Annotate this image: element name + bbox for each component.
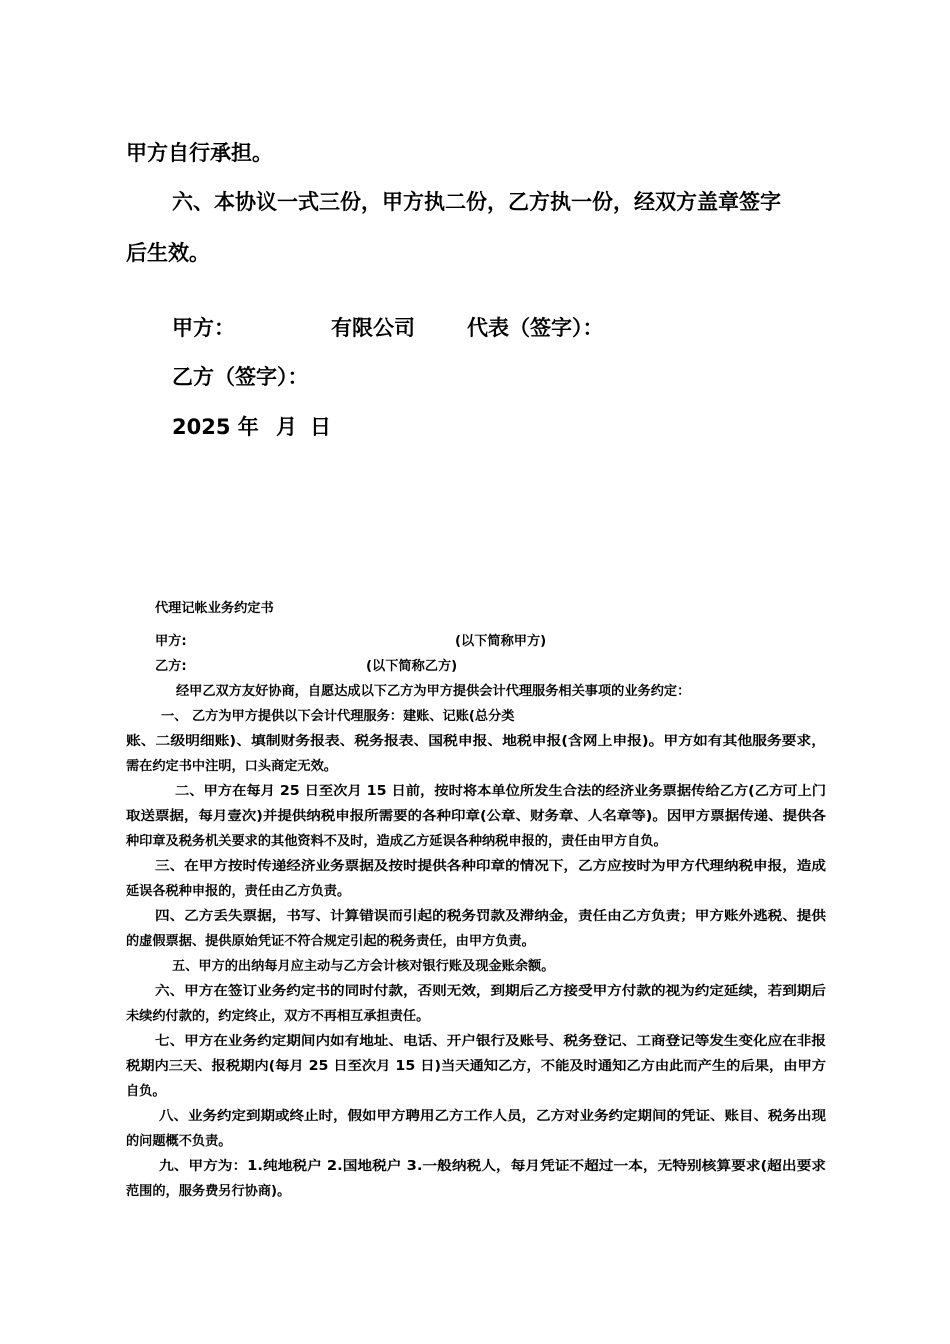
clause-8-line (159, 1105, 826, 1124)
text: 未续约付款的，约定终止，双方不再相互承担责任。 (126, 1009, 430, 1024)
date-day (310, 411, 331, 441)
text: 延误各税种申报的，责任由乙方负责。 (126, 884, 351, 899)
clause-1-line (161, 705, 515, 724)
clause-2-line (126, 805, 827, 824)
text-line (126, 237, 210, 267)
text: 乙方（签字）： (172, 365, 309, 389)
text: 甲方自行承担。 (126, 141, 273, 165)
party-b-label (155, 655, 187, 674)
text: 经甲乙双方友好协商，自愿达成以下乙方为甲方提供会计代理服务相关事项的业务约定： (176, 684, 691, 699)
text: 二、甲方在每月 25 日至次月 15 日前，按时将本单位所发生合法的经济业务票据传给乙方(乙方可上门 (175, 784, 827, 799)
text: 四、乙方丢失票据，书写、计算错误而引起的税务罚款及滞纳金，责任由乙方负责；甲方账外逃税、提供 (155, 909, 826, 924)
contract-title (155, 597, 274, 616)
clause-4-line (155, 905, 826, 924)
text: 甲方： (172, 316, 235, 340)
text: 六、本协议一式三份，甲方执二份，乙方执一份，经双方盖章签字 (172, 190, 781, 214)
text: 取送票据，每月壹次)并提供纳税申报所需要的各种印章(公章、财务章、人名章等)。因甲方票据传递、提供各 (126, 809, 827, 824)
clause-8-line (126, 1130, 232, 1149)
text: 后生效。 (126, 241, 210, 265)
text: 六、甲方在签订业务约定书的同时付款，否则无效，到期后乙方接受甲方付款的视为约定延续，若到期后 (155, 984, 826, 999)
text: 2025 年 (172, 415, 259, 439)
date-month (276, 411, 297, 441)
text: 七、甲方在业务约定期间内如有地址、电话、开户银行及账号、税务登记、工商登记等发生变化应在非报 (155, 1034, 826, 1049)
text: 的问题概不负责。 (126, 1134, 232, 1149)
text: 范围的，服务费另行协商)。 (126, 1184, 291, 1199)
text: 种印章及税务机关要求的其他资料不及时，造成乙方延误各种纳税申报的，责任由甲方自负。 (126, 834, 667, 849)
signature-representative (467, 312, 604, 342)
clause-9-line (159, 1155, 826, 1174)
signature-party-a-label (172, 312, 235, 342)
clause-7-line (155, 1030, 826, 1049)
clause-5-line (172, 955, 554, 974)
text-line (126, 137, 273, 167)
text: 八、业务约定到期或终止时，假如甲方聘用乙方工作人员，乙方对业务约定期间的凭证、账目、税务出现 (159, 1109, 826, 1124)
clause-7-line (126, 1080, 166, 1099)
text: 的虚假票据、提供原始凭证不符合规定引起的税务责任，由甲方负责。 (126, 934, 535, 949)
date-year (172, 411, 259, 441)
signature-company (331, 312, 415, 342)
text: 乙方: (155, 659, 187, 674)
text: 需在约定书中注明，口头商定无效。 (126, 759, 337, 774)
text: 一、 乙方为甲方提供以下会计代理服务：建账、记账(总分类 (161, 709, 515, 724)
clause-6-line (126, 1005, 429, 1024)
clause-9-line (126, 1180, 290, 1199)
clause-6-line (155, 980, 826, 999)
signature-party-b (172, 361, 309, 391)
text: 九、甲方为：1.纯地税户 2.国地税户 3.一般纳税人，每月凭证不超过一本，无特别核算要求(超出要求 (159, 1159, 826, 1174)
text: 五、甲方的出纳每月应主动与乙方会计核对银行账及现金账余额。 (172, 959, 555, 974)
contract-intro (176, 680, 690, 699)
text: 代表（签字）： (467, 316, 604, 340)
party-b-note (366, 655, 457, 674)
clause-six (172, 186, 781, 216)
text: 日 (310, 415, 331, 439)
clause-7-line (126, 1055, 827, 1074)
text: (以下简称甲方) (455, 634, 547, 649)
text: 税期内三天、报税期内(每月 25 日至次月 15 日)当天通知乙方，不能及时通知乙方由此而产生的后果，由甲方 (126, 1059, 827, 1074)
text: 自负。 (126, 1084, 166, 1099)
text: 三、在甲方按时传递经济业务票据及按时提供各种印章的情况下，乙方应按时为甲方代理纳税申报，造成 (155, 859, 826, 874)
clause-2-line (175, 780, 827, 799)
clause-3-line (155, 855, 826, 874)
party-a-label (155, 630, 187, 649)
text: (以下简称乙方) (366, 659, 458, 674)
clause-1-line (126, 755, 337, 774)
clause-4-line (126, 930, 535, 949)
party-a-note (455, 630, 546, 649)
text: 有限公司 (331, 316, 415, 340)
clause-2-line (126, 830, 667, 849)
text: 甲方: (155, 634, 187, 649)
clause-3-line (126, 880, 350, 899)
text: 账、二级明细账)、填制财务报表、税务报表、国税申报、地税申报(含网上申报)。甲方如有其他服务要求， (126, 734, 826, 749)
text: 月 (276, 415, 297, 439)
text: 代理记帐业务约定书 (155, 601, 274, 616)
clause-1-line (126, 730, 826, 749)
